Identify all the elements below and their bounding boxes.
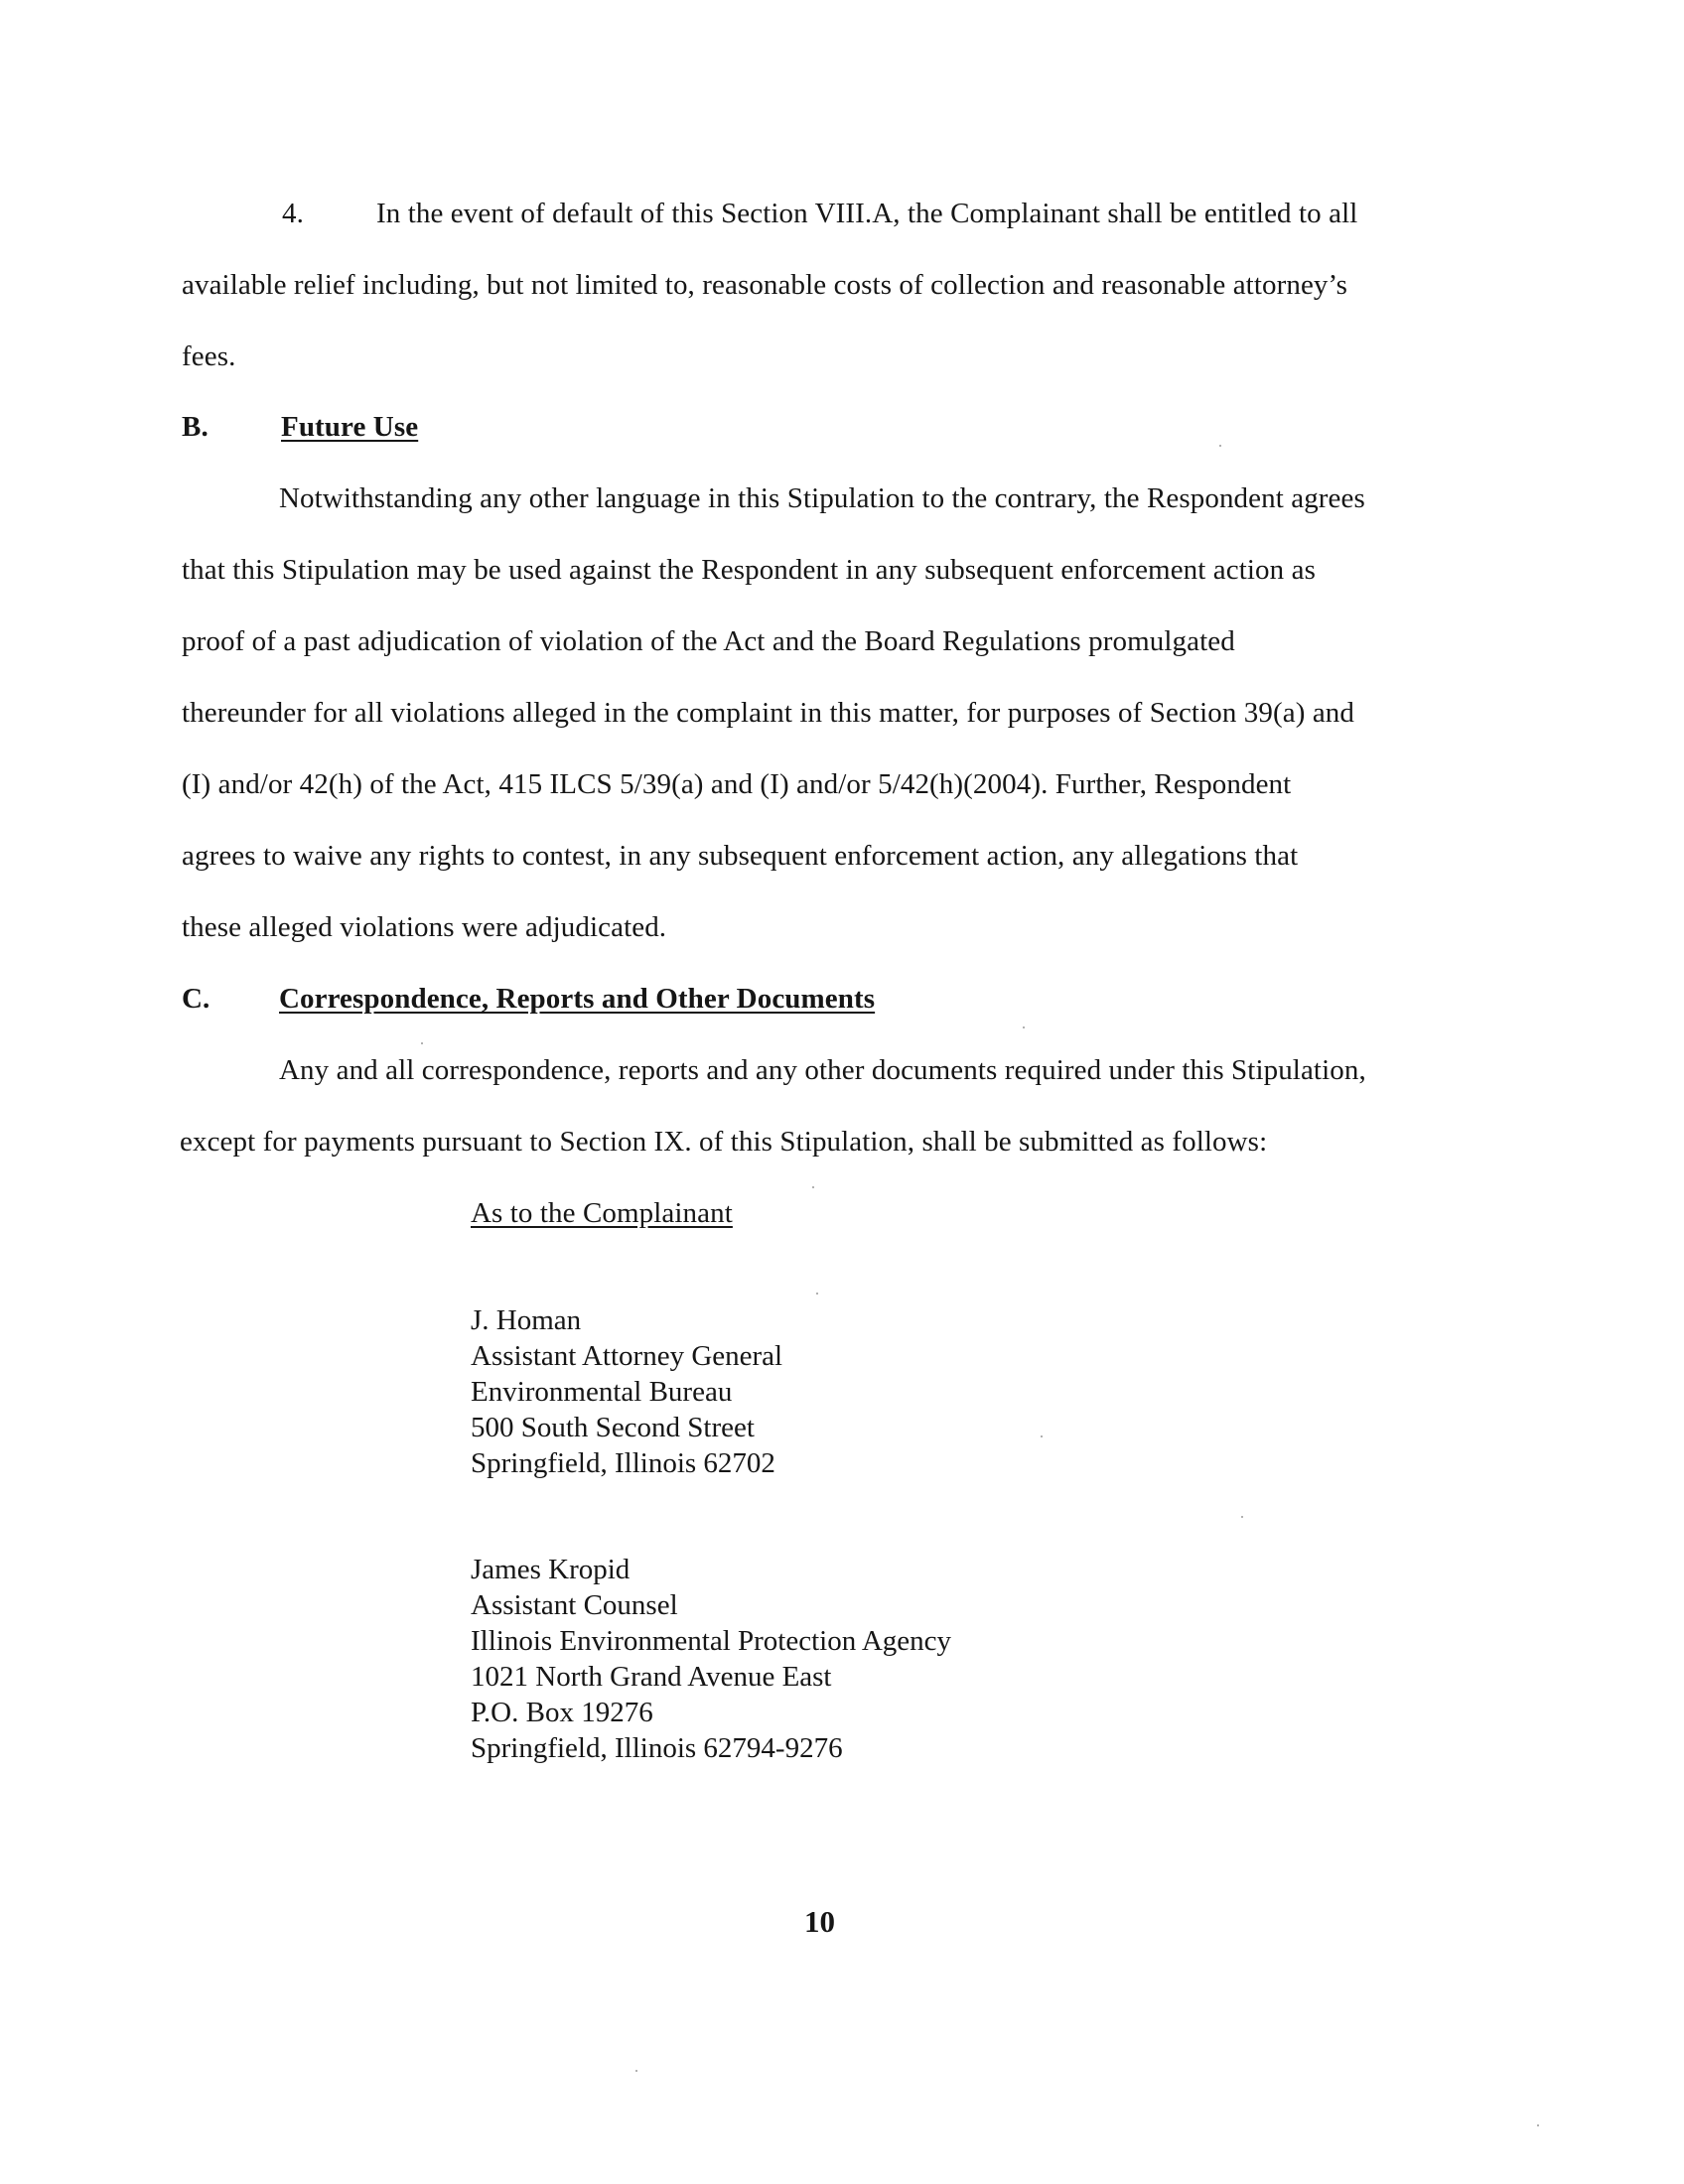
address-line: 1021 North Grand Avenue East: [471, 1661, 832, 1693]
page-number: 10: [804, 1904, 835, 1939]
scan-speck: [1219, 445, 1221, 447]
section-letter: C.: [182, 983, 210, 1015]
scan-speck: [421, 1042, 423, 1044]
paragraph-line: proof of a past adjudication of violation of the Act and the Board Regulations promulgated: [182, 625, 1235, 657]
address-line: Springfield, Illinois 62794-9276: [471, 1732, 843, 1764]
address-line: Assistant Counsel: [471, 1589, 678, 1621]
address-line: 500 South Second Street: [471, 1412, 755, 1443]
paragraph-line: except for payments pursuant to Section IX. of this Stipulation, shall be submitted as follows:: [180, 1126, 1268, 1158]
scan-speck: [1537, 2124, 1539, 2126]
scan-speck: [812, 1186, 814, 1188]
paragraph-line: fees.: [182, 341, 236, 372]
paragraph-line: these alleged violations were adjudicated.: [182, 911, 667, 943]
section-heading: Correspondence, Reports and Other Documents: [279, 983, 876, 1015]
scan-speck: [1241, 1516, 1243, 1518]
address-line: James Kropid: [471, 1554, 631, 1585]
scan-speck: [1023, 1026, 1025, 1028]
address-line: J. Homan: [471, 1304, 582, 1336]
scan-speck: [635, 2070, 637, 2072]
paragraph-line: thereunder for all violations alleged in the complaint in this matter, for purposes of Section 39(a) and: [182, 697, 1354, 729]
address-line: Assistant Attorney General: [471, 1340, 783, 1372]
paragraph-line: Any and all correspondence, reports and any other documents required under this Stipulation,: [279, 1054, 1366, 1086]
address-line: Environmental Bureau: [471, 1376, 733, 1408]
paragraph-line: available relief including, but not limited to, reasonable costs of collection and reasonable attorney’s: [182, 269, 1348, 301]
section-heading: Future Use: [281, 411, 419, 443]
paragraph-line: agrees to waive any rights to contest, in any subsequent enforcement action, any allegations that: [182, 840, 1299, 872]
paragraph-number: 4.: [282, 198, 304, 229]
scan-speck: [816, 1293, 818, 1295]
paragraph-line: that this Stipulation may be used against the Respondent in any subsequent enforcement action as: [182, 554, 1316, 586]
complainant-heading: As to the Complainant: [471, 1197, 733, 1229]
address-block: [471, 1302, 782, 1481]
address-line: Springfield, Illinois 62702: [471, 1447, 775, 1479]
section-letter: B.: [182, 411, 209, 443]
paragraph-line: Notwithstanding any other language in this Stipulation to the contrary, the Respondent agrees: [279, 482, 1365, 514]
address-line: Illinois Environmental Protection Agency: [471, 1625, 952, 1657]
paragraph-line: In the event of default of this Section VIII.A, the Complainant shall be entitled to all: [376, 198, 1358, 229]
scan-speck: [1041, 1435, 1043, 1437]
address-block: [471, 1552, 951, 1766]
address-line: P.O. Box 19276: [471, 1697, 653, 1728]
paragraph-line: (I) and/or 42(h) of the Act, 415 ILCS 5/39(a) and (I) and/or 5/42(h)(2004). Further, Respondent: [182, 768, 1292, 800]
